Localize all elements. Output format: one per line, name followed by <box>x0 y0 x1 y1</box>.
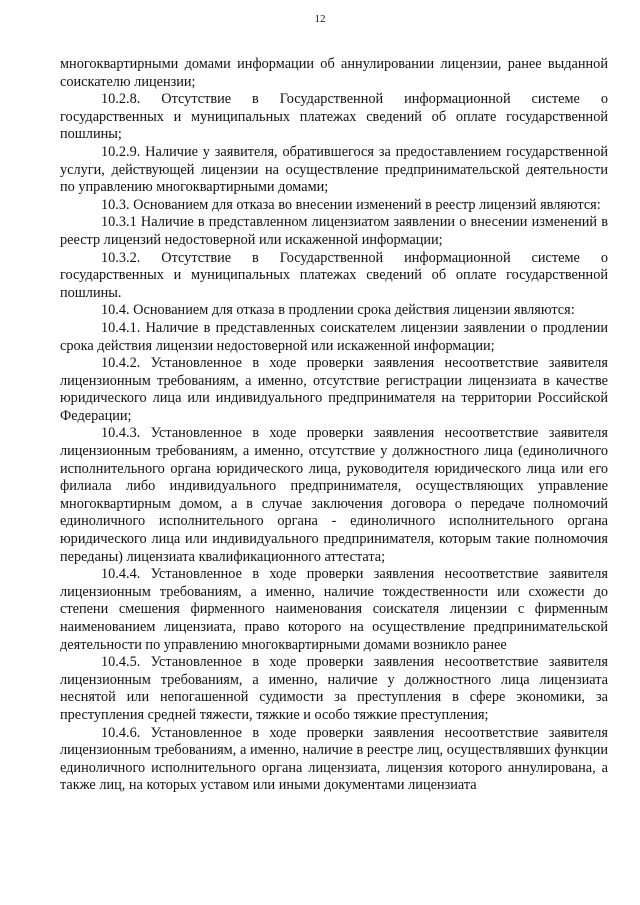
paragraph-10-3: 10.3. Основанием для отказа во внесении изменений в реестр лицензий являются: <box>101 196 601 213</box>
paragraph-10-4: 10.4. Основанием для отказа в продлении срока действия лицензии являются: <box>101 302 575 319</box>
paragraph-10-4-4: 10.4.4. Установленное в ходе проверки заявления несоответствие заявителя лицензионным требованиям, а именно, наличие тождественности или схожести до степени смешения фирменного наименования соискателя лицензии с фирменным наименованием лицензиата, право которого на осуществление предпринимательской деятельности по управлению многоквартирными домами возникло ранее <box>60 566 608 653</box>
document-body <box>60 56 608 795</box>
paragraph-continuation: многоквартирными домами информации об аннулировании лицензии, ранее выданной соискателю лицензии; <box>60 56 608 90</box>
paragraph-10-2-8: 10.2.8. Отсутствие в Государственной информационной системе о государственных и муниципальных платежах сведений об оплате государственной пошлины; <box>60 91 608 143</box>
paragraph-10-4-6: 10.4.6. Установленное в ходе проверки заявления несоответствие заявителя лицензионным требованиям, а именно, наличие в реестре лиц, осуществлявших функции единоличного исполнительного органа лицензиата, лицензия которого аннулирована, а также лиц, на которых уставом или иными документами лицензиата <box>60 724 608 794</box>
paragraph-10-4-5: 10.4.5. Установленное в ходе проверки заявления несоответствие заявителя лицензионным требованиям, а именно, наличие у должностного лица лицензиата неснятой или непогашенной судимости за преступления в сфере экономики, за преступления средней тяжести, тяжкие и особо тяжкие преступления; <box>60 654 608 723</box>
paragraph-10-4-3: 10.4.3. Установленное в ходе проверки заявления несоответствие заявителя лицензионным требованиям, а именно, отсутствие у должностного лица (единоличного исполнительного органа юридического лица, руководителя юридического лица или его филиала либо индивидуального предпринимателя, осуществляющих управление многоквартирным домом, а в случае заключения договора о передаче полномочий единоличного исполнительного органа - единоличного исполнительного органа юридического лица или индивидуального предпринимателя, которым такие полномочия переданы) лицензиата квалификационного аттестата; <box>60 425 608 565</box>
paragraph-10-3-2: 10.3.2. Отсутствие в Государственной информационной системе о государственных и муниципальных платежах сведений об оплате государственной пошлины. <box>60 249 608 301</box>
page-number: 12 <box>314 13 326 25</box>
paragraph-10-2-9: 10.2.9. Наличие у заявителя, обратившегося за предоставлением государственной услуги, действующей лицензии на осуществление предпринимательской деятельности по управлению многоквартирными домами; <box>60 143 608 196</box>
paragraph-10-3-1: 10.3.1 Наличие в представленном лицензиатом заявлении о внесении изменений в реестр лицензий недостоверной или искаженной информации; <box>60 214 608 248</box>
paragraph-10-4-1: 10.4.1. Наличие в представленных соискателем лицензии заявлении о продлении срока действия лицензии недостоверной или искаженной информации; <box>60 319 608 354</box>
paragraph-10-4-2: 10.4.2. Установленное в ходе проверки заявления несоответствие заявителя лицензионным требованиям, а именно, отсутствие регистрации лицензиата в качестве юридического лица или индивидуального предпринимателя на территории Российской Федерации; <box>60 355 608 424</box>
